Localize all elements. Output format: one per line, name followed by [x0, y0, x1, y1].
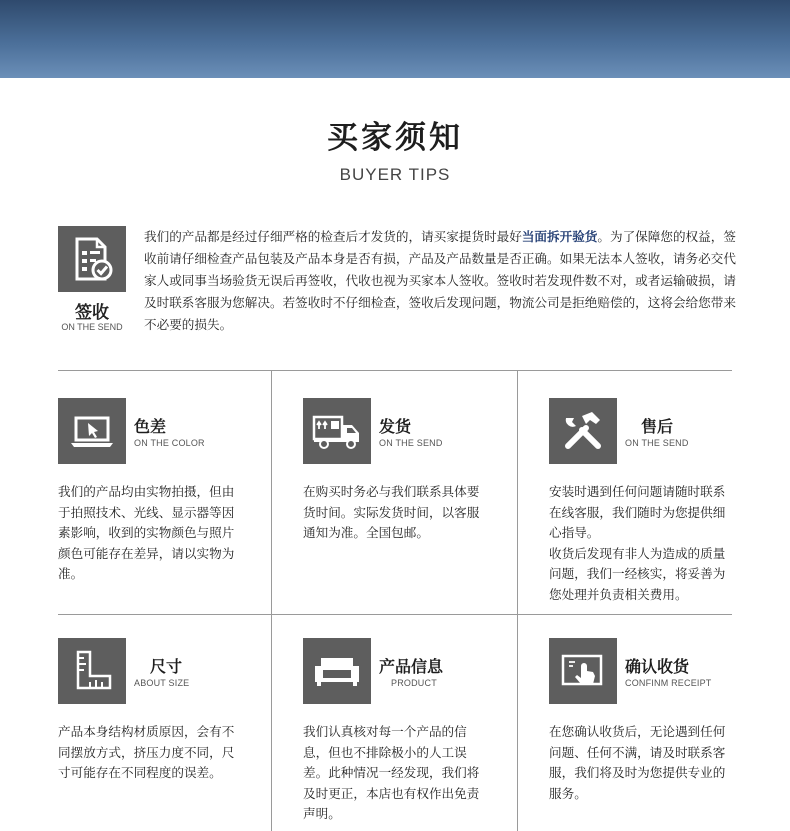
card-paragraph: 在购买时务必与我们联系具体要货时间。实际发货时间，以客服通知为准。全国包邮。	[303, 484, 480, 540]
sign-section	[58, 226, 734, 336]
page-title: 买家须知	[327, 120, 463, 156]
laptop-cursor-icon	[58, 398, 126, 464]
card-title: 确认收货	[625, 657, 690, 676]
card-body	[58, 482, 244, 585]
card-title: 发货	[379, 417, 412, 436]
touch-screen-icon	[549, 638, 617, 704]
sign-description	[144, 226, 736, 336]
card-size	[58, 638, 248, 828]
card-title: 尺寸	[150, 657, 183, 676]
card-paragraph: 我们认真核对每一个产品的信息，但也不排除极小的人工误差。此种情况一经发现，我们将及时更正，本店也有权作出免责声明。	[303, 724, 480, 821]
sign-subtitle: ON THE SEND	[61, 322, 123, 332]
grid-divider-left	[271, 370, 272, 831]
ruler-icon	[58, 638, 126, 704]
card-body	[303, 482, 489, 544]
page-subtitle: BUYER TIPS	[339, 165, 451, 184]
card-body	[303, 722, 489, 825]
grid-divider-middle	[58, 614, 732, 615]
card-subtitle: ABOUT SIZE	[134, 678, 190, 688]
card-body	[549, 482, 735, 605]
card-paragraph: 在您确认收货后，无论遇到任何问题、任何不满，请及时联系客服，我们将及时为您提供专业的服务。	[549, 724, 726, 801]
card-product-info	[303, 638, 493, 828]
card-subtitle: ON THE SEND	[379, 438, 443, 448]
card-paragraph: 收货后发现有非人为造成的质量问题，我们一经核实，将妥善为您处理并负责相关费用。	[549, 545, 726, 602]
delivery-truck-icon	[303, 398, 371, 464]
card-subtitle: CONFINM RECEIPT	[625, 678, 712, 688]
tools-icon	[549, 398, 617, 464]
card-body	[58, 722, 244, 784]
card-paragraph: 产品本身结构材质原因，会有不同摆放方式，挤压力度不同，尺寸可能存在不同程度的误差。	[58, 724, 235, 780]
top-banner	[0, 0, 790, 78]
sign-highlight: 当面拆开验货	[521, 229, 598, 244]
card-paragraph: 安装时遇到任何问题请随时联系在线客服，我们随时为您提供细心指导。	[549, 484, 726, 540]
card-delivery	[303, 398, 493, 608]
sign-title: 签收	[75, 303, 109, 323]
card-title: 产品信息	[379, 657, 444, 676]
card-title: 色差	[134, 417, 167, 436]
card-after-sale	[549, 398, 739, 608]
sign-text-after: 。为了保障您的权益，签收前请仔细检查产品包装及产品本身是否有损，产品及产品数量是否正确。如果无法本人签收，请务必交代家人或同事当场验货无误后再签收，代收也视为买家本人签收。签收时若发现件数不对，或者运输破损，请及时联系客服为您解决。若签收时不仔细检查，签收后发现问题，物流公司是拒绝赔偿的，这将会给您带来不必要的损失。	[144, 229, 736, 332]
card-subtitle: PRODUCT	[391, 678, 437, 688]
sofa-icon	[303, 638, 371, 704]
page-heading	[0, 118, 790, 185]
grid-divider-right	[517, 370, 518, 831]
card-title: 售后	[641, 417, 674, 436]
card-subtitle: ON THE SEND	[625, 438, 689, 448]
sign-text-before: 我们的产品都是经过仔细严格的检查后才发货的，请买家提货时最好	[144, 229, 522, 244]
card-body	[549, 722, 735, 804]
card-subtitle: ON THE COLOR	[134, 438, 205, 448]
card-confirm-receipt	[549, 638, 739, 828]
grid-divider-top	[58, 370, 732, 371]
checklist-icon	[58, 226, 126, 292]
card-color	[58, 398, 248, 608]
card-paragraph: 我们的产品均由实物拍摄，但由于拍照技术、光线、显示器等因素影响，收到的实物颜色与照片颜色可能存在差异，请以实物为准。	[58, 484, 235, 581]
